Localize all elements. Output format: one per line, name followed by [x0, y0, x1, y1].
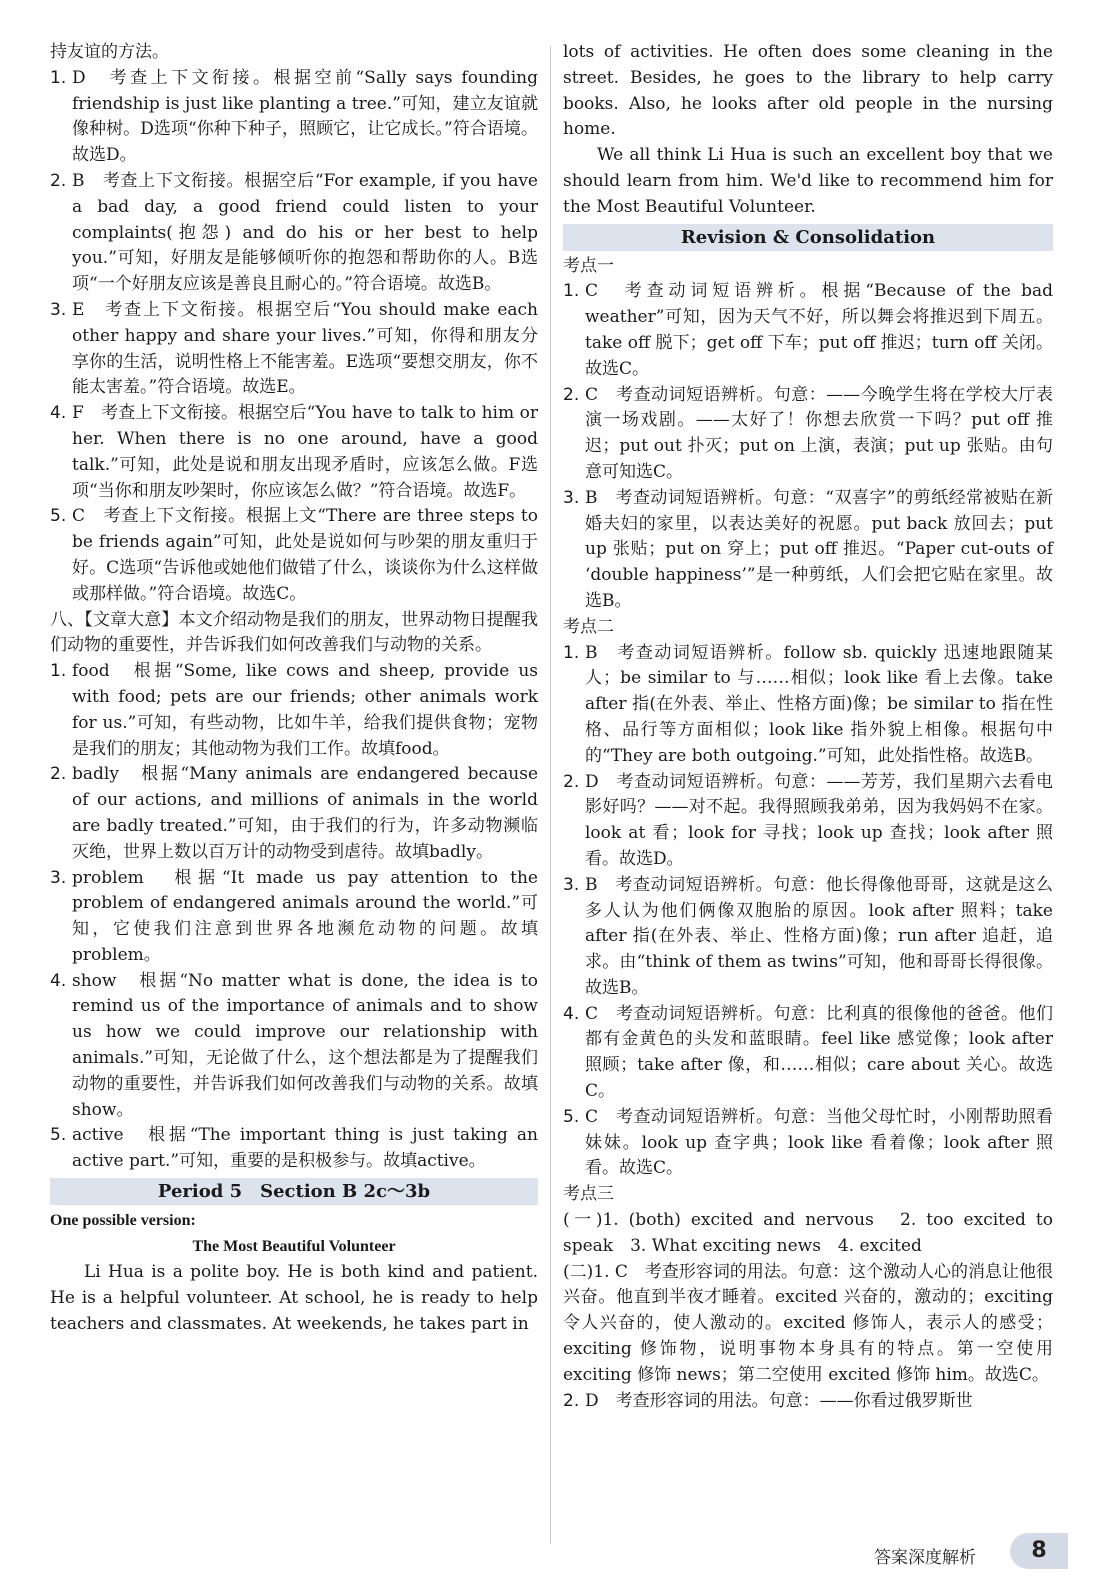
- answers-section-7: [50, 66, 538, 608]
- answer-text: C 考查上下文衔接。根据上文“There are three steps to be friends again”可知，此处是说如何与吵架的朋友重归于好。C选项“告诉他或她他们做错了什么，谈谈你为什么这样做或那样做。”符合语境。故选C。: [72, 506, 538, 604]
- answer-item: [50, 866, 538, 969]
- answer-number: 1.: [563, 642, 580, 663]
- answer-item: [50, 401, 538, 504]
- answer-number: 3.: [563, 487, 580, 508]
- answer-text: E 考查上下文衔接。根据空后“You should make each other happy and share your lives.”可知，你得和朋友分享你的生活，说明性格上不能害羞。E选项“要想交朋友，你不能太害羞。”符合语境。故选E。: [72, 299, 538, 398]
- answer-text: active 根据“The important thing is just taking an active part.”可知，重要的是积极参与。故填active。: [72, 1125, 538, 1172]
- column-divider: [550, 46, 551, 1544]
- answer-item: [563, 279, 1053, 382]
- essay-paragraph-2: We all think Li Hua is such an excellent boy that we should learn from him. We'd like to recommend him for the Most Beautiful Volunteer.: [563, 145, 1053, 217]
- answer-number: 4.: [50, 403, 67, 424]
- version-label: One possible version:: [50, 1212, 196, 1230]
- answer-text: badly 根据“Many animals are endangered because of our actions, and millions of animals in the world are badly treated.”可知，由于我们的行为，许多动物濒临灭绝，世界上数以百万计的动物受到虐待。故填badly。: [72, 764, 538, 862]
- answer-number: 2.: [563, 1390, 580, 1411]
- answer-item: [50, 298, 538, 401]
- essay-paragraph-1: Li Hua is a polite boy. He is both kind and patient. He is a helpful volunteer. At school, he is ready to help teachers and classmates. At weekends, he takes part in: [50, 1262, 538, 1334]
- answer-number: 2.: [563, 771, 580, 792]
- answer-text: D 考查动词短语辨析。句意：——芳芳，我们星期六去看电影好吗？——对不起。我得照顾我弟弟，因为我妈妈不在家。look at 看；look for 寻找；look up 查找；look after 照看。故选D。: [585, 771, 1053, 869]
- answer-text: B 考查动词短语辨析。follow sb. quickly 迅速地跟随某人；be similar to 与……相似；look like 看上去像。take after 指(在外表、举止、性格方面)像；be similar to 指在性格、品行等方面相似；look like 指外貌上相像。根据句中的“They are both outgoing.”可知，此处指性格。故选B。: [585, 642, 1053, 766]
- answer-number: 1.: [50, 67, 67, 88]
- essay-title: The Most Beautiful Volunteer: [192, 1238, 396, 1256]
- answer-number: 2.: [50, 170, 67, 191]
- answer-text: problem 根据“It made us pay attention to the problem of endangered animals around the world.”可知，它使我们注意到世界各地濒危动物的问题。故填problem。: [72, 867, 538, 965]
- answer-text: F 考查上下文衔接。根据空后“You have to talk to him or her. When there is no one around, have a good talk.”可知，此处是说和朋友出现矛盾时，应该怎么做。F选项“当你和朋友吵架时，你应该怎么做？”符合语境。故选F。: [72, 403, 538, 501]
- answer-number: 1.: [50, 661, 67, 682]
- answer-item: [50, 1123, 538, 1175]
- answer-item: [563, 1105, 1053, 1182]
- answer-item: [50, 762, 538, 865]
- period-heading: Period 5 Section B 2c～3b: [50, 1178, 538, 1205]
- answer-number: 2.: [50, 764, 67, 785]
- answer-number: 5.: [563, 1106, 580, 1127]
- answer-number: 3.: [50, 867, 67, 888]
- kaodian-1-label: 考点一: [563, 255, 614, 276]
- kaodian-3-part-1: (一)1. (both) excited and nervous 2. too excited to speak 3. What exciting news 4. excited: [563, 1210, 1053, 1256]
- answer-number: 5.: [50, 1125, 67, 1146]
- answer-item: [50, 969, 538, 1124]
- answer-item: [563, 1002, 1053, 1105]
- answer-item: [50, 66, 538, 169]
- footer-label: 答案深度解析: [874, 1548, 976, 1568]
- answer-text: C 考查动词短语辨析。句意：——今晚学生将在学校大厅表演一场戏剧。——太好了！你想去欣赏一下吗？put off 推迟；put out 扑灭；put on 上演，表演；put up 张贴。由句意可知选C。: [585, 384, 1053, 482]
- answer-number: 4.: [563, 1003, 580, 1024]
- kaodian-3-part-2: (二)1. C 考查形容词的用法。句意：这个激动人心的消息让他很兴奋。他直到半夜才睡着。excited 兴奋的，激动的；exciting 令人兴奋的，使人激动的。excited 修饰人，表示人的感受；exciting 修饰物，说明事物本身具有的特点。第一空使用 exciting 修饰 news；第二空使用 excited 修饰 him。故选C。: [563, 1261, 1053, 1385]
- answer-text: C 考查动词短语辨析。句意：比利真的很像他的爸爸。他们都有金黄色的头发和蓝眼睛。feel like 感觉像；look after 照顾；take after 像，和……相似；care about 关心。故选C。: [585, 1003, 1053, 1102]
- answer-number: 3.: [50, 299, 67, 320]
- answer-text: B 考查动词短语辨析。句意：“双喜字”的剪纸经常被贴在新婚夫妇的家里，以表达美好的祝愿。put back 放回去；put up 张贴；put on 穿上；put off 推迟。“Paper cut-outs of ‘double happiness’”是一种剪纸，人们会把它贴在家里。故选B。: [585, 487, 1053, 611]
- answer-item: [563, 486, 1053, 615]
- answer-number: 4.: [50, 970, 67, 991]
- answer-item: [563, 1389, 1053, 1415]
- answer-text: B 考查上下文衔接。根据空后“For example, if you have a bad day, a good friend could listen to your complaints(抱怨) and do his or her best to help you.”可知，好朋友是能够倾听你的抱怨和帮助你的人。B选项“一个好朋友应该是善良且耐心的。”符合语境。故选B。: [72, 170, 538, 295]
- intro-line: 持友谊的方法。: [50, 42, 169, 62]
- left-column: [50, 40, 538, 1337]
- answer-text: food 根据“Some, like cows and sheep, provide us with food; pets are our friends; other animals work for us.”可知，有些动物，比如牛羊，给我们提供食物；宠物是我们的朋友；其他动物为我们工作。故填food。: [72, 661, 538, 759]
- kaodian-3-label: 考点三: [563, 1184, 614, 1205]
- answer-item: [563, 770, 1053, 873]
- answer-text: C 考查动词短语辨析。根据“Because of the bad weather”可知，因为天气不好，所以舞会将推迟到下周五。take off 脱下；get off 下车；put off 推迟；turn off 关闭。故选C。: [585, 281, 1053, 379]
- answer-number: 2.: [563, 384, 580, 405]
- answer-text: D 考查形容词的用法。句意：——你看过俄罗斯世: [585, 1390, 973, 1411]
- answer-text: D 考查上下文衔接。根据空前“Sally says founding friendship is just like planting a tree.”可知，建立友谊就像种树。D选项“你种下种子，照顾它，让它成长。”符合语境。故选D。: [72, 67, 538, 166]
- answer-item: [50, 659, 538, 762]
- page-number: 8: [1010, 1533, 1068, 1569]
- right-column: [563, 40, 1053, 1414]
- revision-heading: Revision & Consolidation: [563, 224, 1053, 251]
- answer-text: show 根据“No matter what is done, the idea is to remind us of the importance of animals and to show us how we could improve our relationship with animals.”可知，无论做了什么，这个想法都是为了提醒我们动物的重要性，并告诉我们如何改善我们与动物的关系。故填show。: [72, 970, 538, 1120]
- answer-number: 3.: [563, 874, 580, 895]
- section-8-summary: 八、【文章大意】本文介绍动物是我们的朋友，世界动物日提醒我们动物的重要性，并告诉我们如何改善我们与动物的关系。: [50, 609, 538, 656]
- answer-item: [563, 383, 1053, 486]
- answer-item: [563, 641, 1053, 770]
- essay-paragraph-1-continued: lots of activities. He often does some cleaning in the street. Besides, he goes to the library to help carry books. Also, he looks after old people in the nursing home.: [563, 42, 1053, 140]
- answer-item: [563, 873, 1053, 1002]
- answers-section-8: [50, 659, 538, 1175]
- kaodian-2-answers: [563, 641, 1053, 1183]
- answer-item: [50, 169, 538, 298]
- answer-text: B 考查动词短语辨析。句意：他长得像他哥哥，这就是这么多人认为他们俩像双胞胎的原因。look after 照料；take after 指(在外表、举止、性格方面)像；run after 追赶，追求。由“think of them as twins”可知，他和哥哥长得很像。故选B。: [585, 874, 1053, 998]
- answer-number: 1.: [563, 281, 580, 302]
- answer-item: [50, 504, 538, 607]
- kaodian-1-answers: [563, 279, 1053, 614]
- kaodian-2-label: 考点二: [563, 616, 614, 637]
- answer-text: C 考查动词短语辨析。句意：当他父母忙时，小刚帮助照看妹妹。look up 查字典；look like 看着像；look after 照看。故选C。: [585, 1106, 1053, 1179]
- answer-number: 5.: [50, 506, 67, 527]
